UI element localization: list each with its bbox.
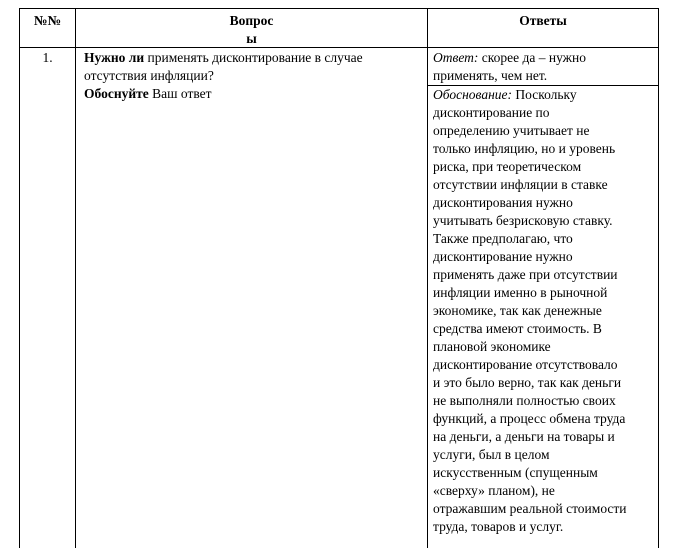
justification-line: функций, а процесс обмена труда (433, 411, 626, 426)
question-line-3 (84, 85, 424, 103)
justification-line: дисконтирование отсутствовало (433, 357, 618, 372)
justification-line: не выполняли полностью своих (433, 393, 616, 408)
table-right-border (658, 8, 659, 548)
header-number: №№ (33, 13, 62, 28)
question-text-1: применять дисконтирование в случае (144, 50, 363, 65)
justification-lines (433, 104, 657, 536)
justification-label: Обоснование: (433, 87, 513, 102)
question-bold-1: Нужно ли (84, 50, 145, 65)
justification-cell (433, 86, 657, 536)
justification-line: инфляции именно в рыночной (433, 285, 608, 300)
justification-line: дисконтирование нужно (433, 249, 573, 264)
question-text-3: Ваш ответ (148, 86, 212, 101)
justification-first: Поскольку (512, 87, 577, 102)
justification-line: плановой экономике (433, 339, 551, 354)
table-top-border (19, 8, 659, 9)
justification-line: дисконтирование по (433, 105, 550, 120)
justification-line: только инфляцию, но и уровень (433, 141, 616, 156)
justification-line: на деньги, а деньги на товары и (433, 429, 615, 444)
question-line-1 (84, 49, 424, 67)
answer-label: Ответ: (433, 50, 479, 65)
justification-line-0 (433, 86, 657, 104)
justification-line: риска, при теоретическом (433, 159, 582, 174)
justification-line: отсутствии инфляции в ставке (433, 177, 608, 192)
table-left-border (19, 8, 20, 548)
justification-line: учитывать безрисковую ставку. (433, 213, 613, 228)
question-cell (84, 49, 424, 103)
col-divider-question (427, 8, 428, 548)
justification-line: отражавшим реальной стоимости (433, 501, 627, 516)
header-question (76, 12, 427, 48)
justification-line: дисконтирования нужно (433, 195, 573, 210)
answer-cell (433, 49, 657, 85)
justification-line: и это было верно, так как деньги (433, 375, 622, 390)
question-bold-2: Обоснуйте (84, 86, 149, 101)
justification-line: экономике, так как денежные (433, 303, 602, 318)
justification-line: «сверху» планом), не (433, 483, 555, 498)
justification-line: труда, товаров и услуг. (433, 519, 564, 534)
header-answers: Ответы (519, 13, 567, 28)
answer-line-1 (433, 49, 657, 67)
answer-text-1: скорее да – нужно (478, 50, 586, 65)
answer-line-2: применять, чем нет. (433, 68, 548, 83)
justification-line: услуги, был в целом (433, 447, 550, 462)
justification-line: средства имеют стоимость. В (433, 321, 602, 336)
justification-line: определению учитывает не (433, 123, 590, 138)
justification-line: Также предполагаю, что (433, 231, 573, 246)
header-question-line2: ы (246, 31, 257, 46)
justification-line: применять даже при отсутствии (433, 267, 618, 282)
col-divider-number (75, 8, 76, 548)
header-question-line1: Вопрос (229, 13, 274, 28)
justification-line: искусственным (спущенным (433, 465, 598, 480)
row-number: 1. (42, 50, 53, 65)
question-line-2: отсутствия инфляции? (84, 68, 214, 83)
